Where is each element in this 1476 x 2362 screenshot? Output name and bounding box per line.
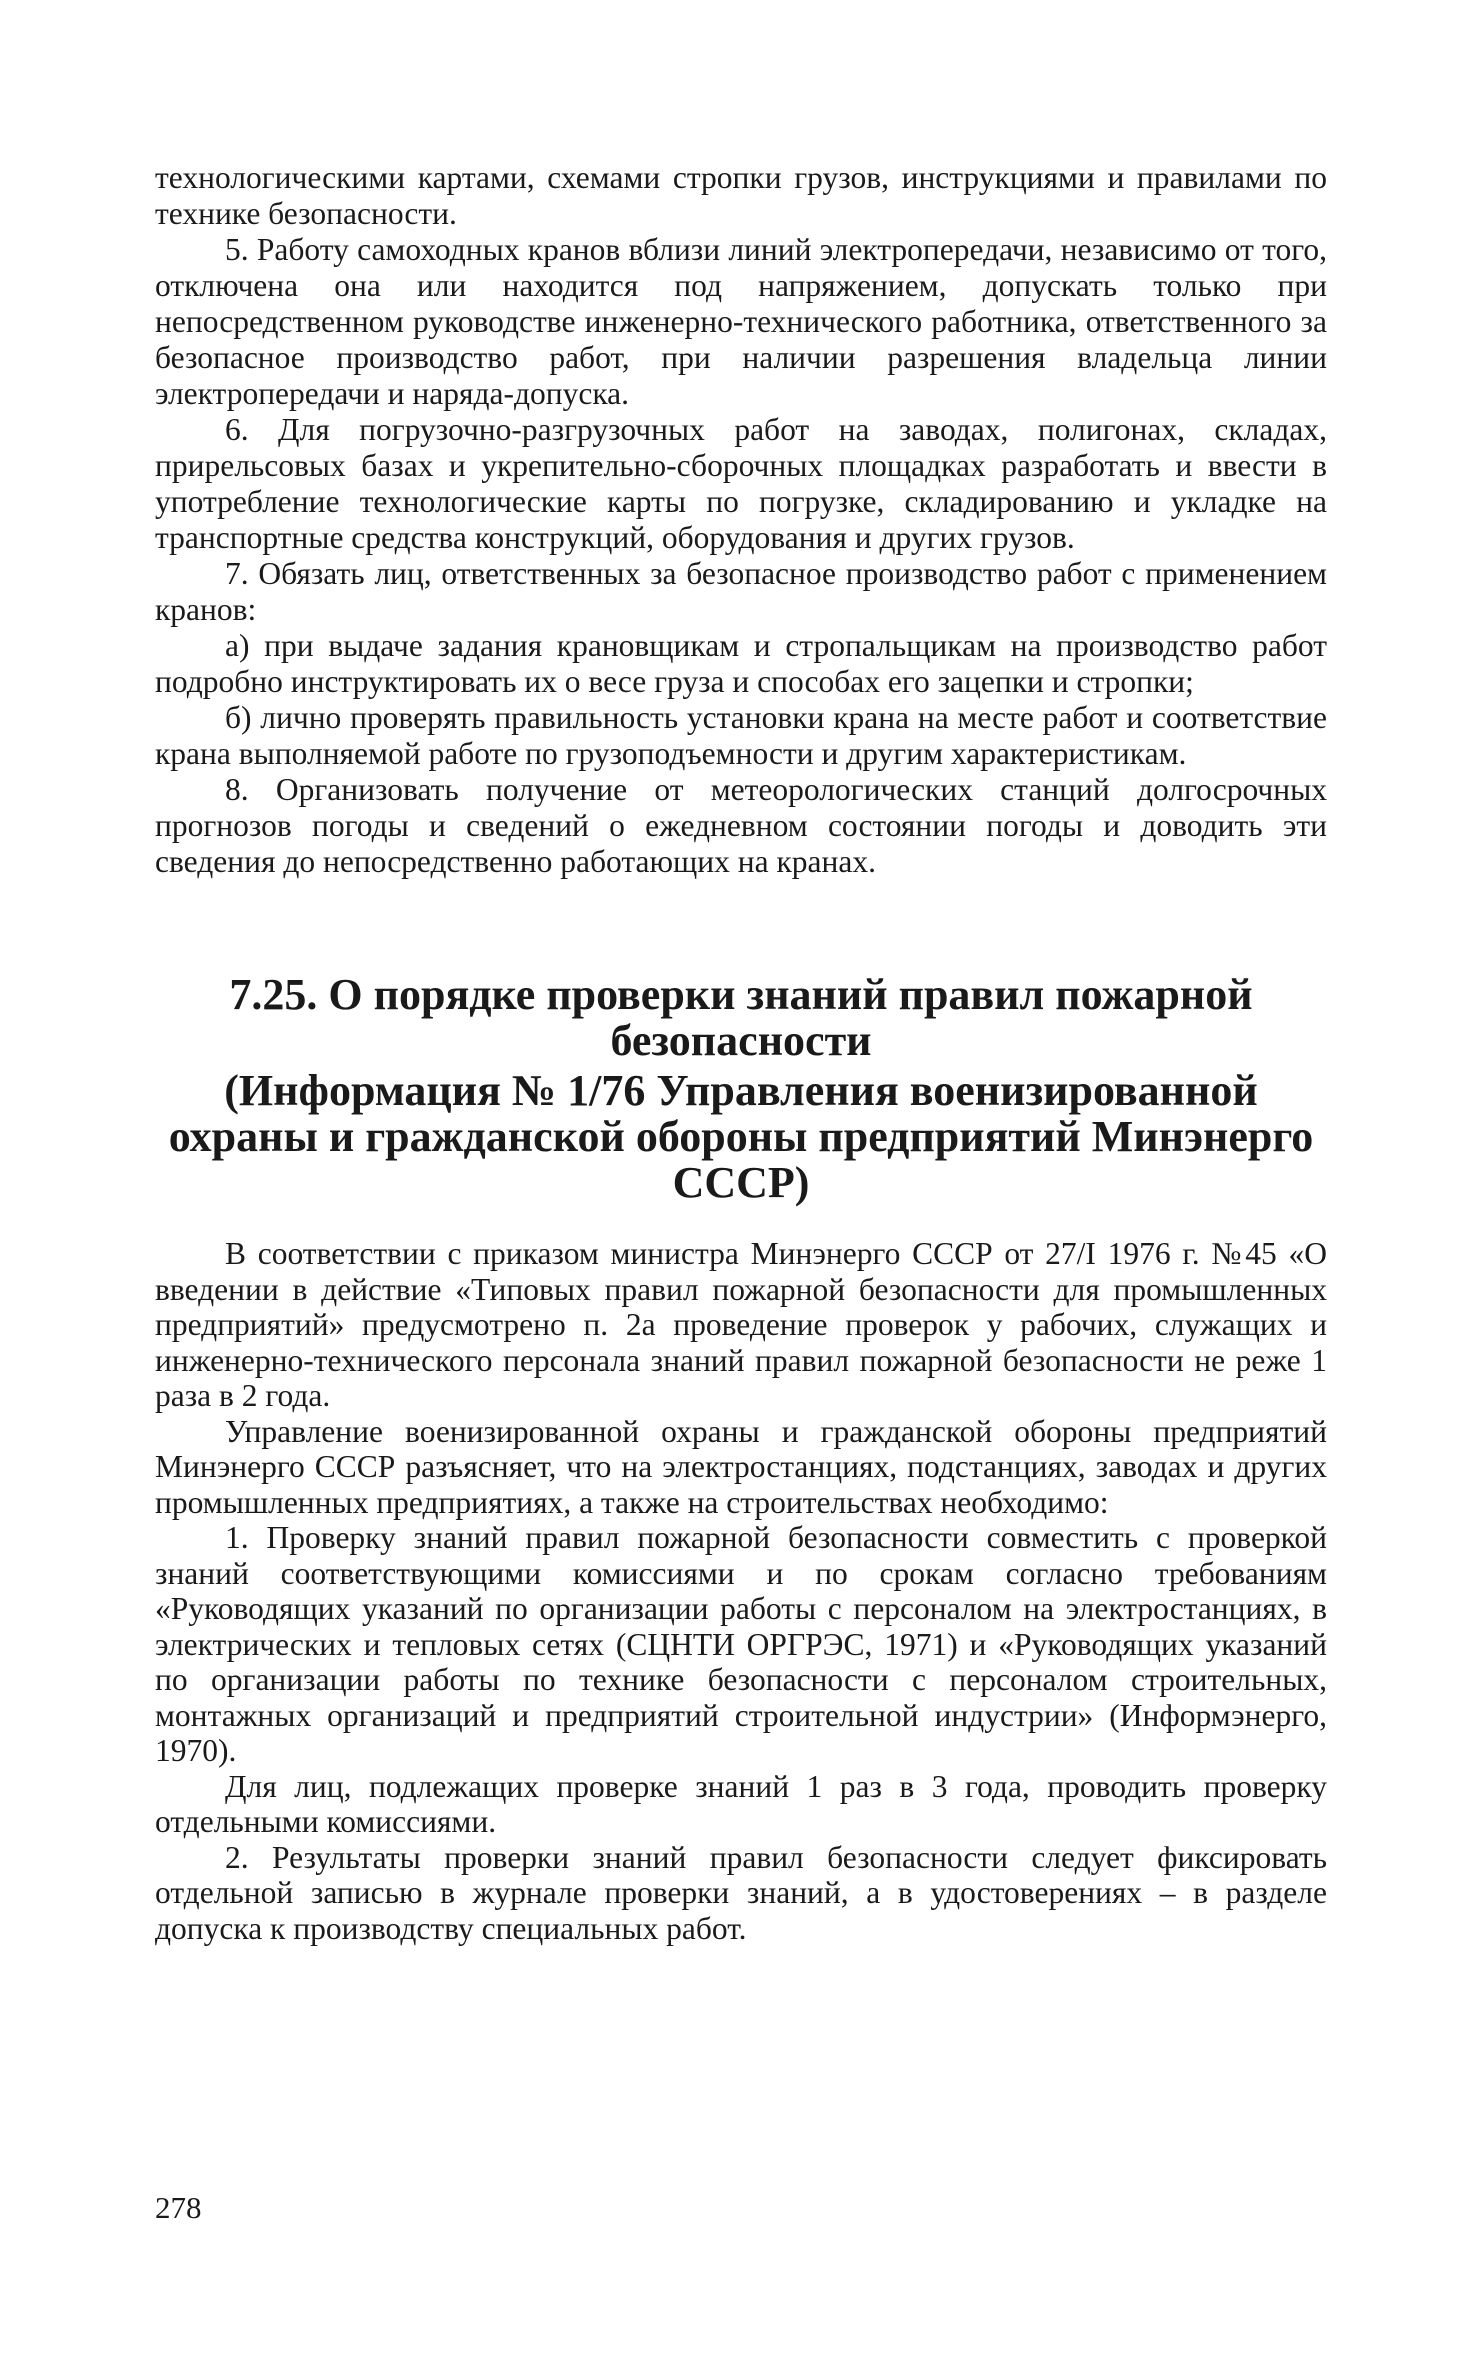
section-heading <box>155 972 1327 1206</box>
paragraph-item-8: 8. Организовать получение от метеорологических станций долгосрочных прогнозов погоды и сведений о ежедневном состоянии погоды и доводить эти сведения до непосредственно работающих на кранах. <box>155 772 1327 879</box>
paragraph-continued: технологическими картами, схемами стропки грузов, инструкциями и правилами по технике безопасности. <box>155 160 1327 231</box>
section-title: 7.25. О порядке проверки знаний правил пожарной безопасности <box>229 970 1253 1065</box>
paragraph-item-5: 5. Работу самоходных кранов вблизи линий электропередачи, независимо от того, отключена она или находится под напряжением, допускать только при непосредственном руководстве инженерно-технического работника, ответственного за безопасное производство работ, при наличии разрешения владельца линии электропередачи и наряда-допуска. <box>155 232 1327 411</box>
section-fire-safety <box>155 1236 1327 1946</box>
paragraph-item-1: 1. Проверку знаний правил пожарной безопасности совместить с проверкой знаний соответствующими комиссиями и по срокам согласно требованиям «Руководящих указаний по организации работы с персоналом на электростанциях, в электрических и тепловых сетях (СЦНТИ ОРГРЭС, 1971) и «Руководящих указаний по организации работы по технике безопасности с персоналом строительных, монтажных организаций и предприятий строительной индустрии» (Информэнерго, 1970). <box>155 1520 1327 1768</box>
paragraph-clarification: Управление военизированной охраны и гражданской обороны предприятий Минэнерго СССР разъясняет, что на электростанциях, подстанциях, заводах и других промышленных предприятиях, а также на строительствах необходимо: <box>155 1413 1327 1520</box>
page-content <box>155 160 1327 1946</box>
paragraph-intro: В соответствии с приказом министра Минэнерго СССР от 27/I 1976 г. №45 «О введении в действие «Типовых правил пожарной безопасности для промышленных предприятий» предусмотрено п. 2а проведение проверок у рабочих, служащих и инженерно-технического персонала знаний правил пожарной безопасности не реже 1 раза в 2 года. <box>155 1236 1327 1413</box>
section-crane-safety <box>155 160 1327 880</box>
paragraph-item-6: 6. Для погрузочно-разгрузочных работ на заводах, полигонах, складах, прирельсовых базах и укрепительно-сборочных площадках разработать и ввести в употребление технологические карты по погрузке, складированию и укладке на транспортные средства конструкций, оборудования и других грузов. <box>155 412 1327 555</box>
section-subtitle: (Информация № 1/76 Управления военизированной охраны и гражданской обороны предприятий Минэнерго СССР) <box>168 1066 1314 1207</box>
paragraph-item-1-note: Для лиц, подлежащих проверке знаний 1 раз в 3 года, проводить проверку отдельными комиссиями. <box>155 1768 1327 1839</box>
paragraph-item-7a: а) при выдаче задания крановщикам и стропальщикам на производство работ подробно инструктировать их о весе груза и способах его зацепки и стропки; <box>155 628 1327 699</box>
page-number: 278 <box>155 2190 202 2225</box>
paragraph-item-7b: б) лично проверять правильность установки крана на месте работ и соответствие крана выполняемой работе по грузоподъемности и другим характеристикам. <box>155 700 1327 771</box>
paragraph-item-7: 7. Обязать лиц, ответственных за безопасное производство работ с применением кранов: <box>155 556 1327 627</box>
paragraph-item-2: 2. Результаты проверки знаний правил безопасности следует фиксировать отдельной записью в журнале проверки знаний, а в удостоверениях – в разделе допуска к производству специальных работ. <box>155 1839 1327 1946</box>
